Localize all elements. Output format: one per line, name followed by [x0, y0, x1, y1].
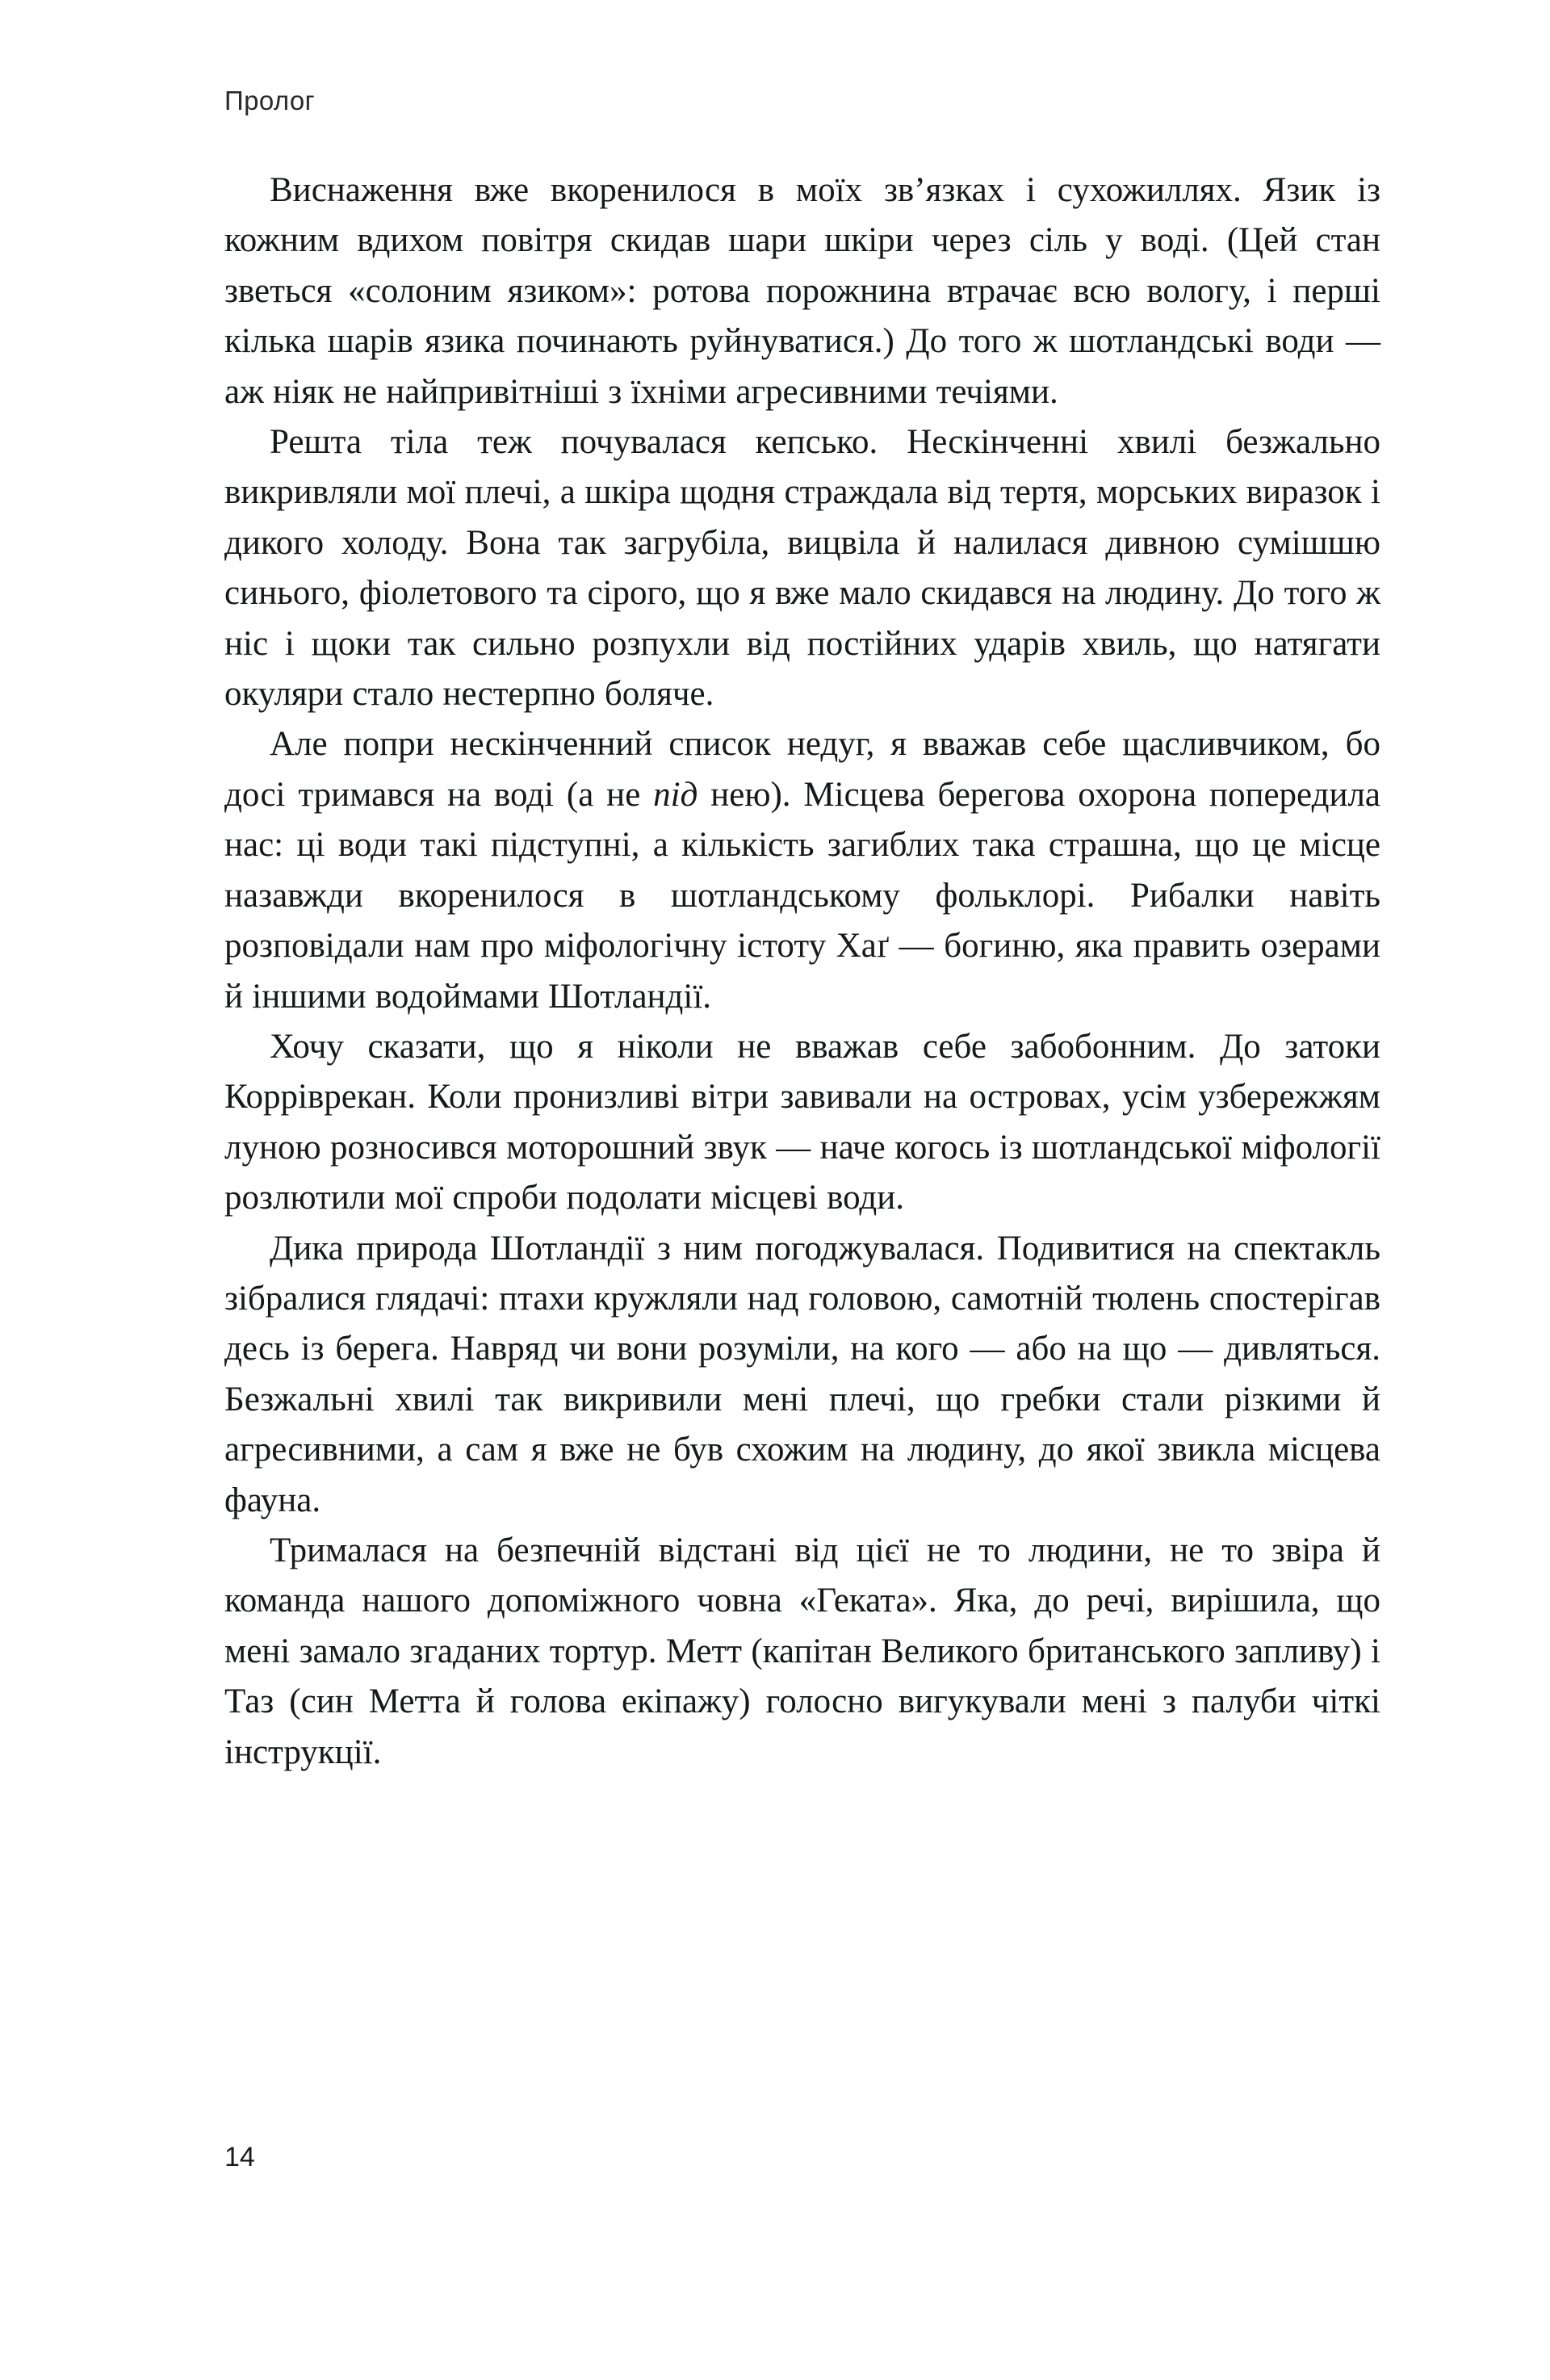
paragraph-3: [224, 719, 1380, 1021]
paragraph-5: Дика природа Шотландії з ним погоджувалася. Подивитися на спектакль зібралися глядачі: птахи кружляли над головою, самотній тюлень спостерігав десь із берега. Навряд чи вони розуміли, на кого — або на що — дивляться. Безжальні хвилі так викривили мені плечі, що гребки стали різкими й агресивними, а сам я вже не був схожим на людину, до якої звикла місцева фауна.: [224, 1229, 1380, 1519]
paragraph-6: Трималася на безпечній відстані від цієї не то людини, не то звіра й команда нашого допоміжного човна «Геката». Яка, до речі, вирішила, що мені замало згаданих тортур. Метт (капітан Великого британського запливу) і Таз (син Метта й голова екіпажу) голосно вигукували мені з палуби чіткі інструкції.: [224, 1531, 1380, 1771]
paragraph-3-text-after-italic: нею). Місцева берегова охорона попередила нас: ці води такі підступні, а кількість загиблих така страшна, що це місце назавжди вкоренилося в шотландському фольклорі. Рибалки навіть розповідали нам про міфологічну істоту Хаґ — богиню, яка править озерами й іншими водоймами Шотландії.: [224, 775, 1381, 1016]
paragraph-1: Виснаження вже вкоренилося в моїх зв’язках і сухожиллях. Язик із кожним вдихом повітря скидав шари шкіри через сіль у воді. (Цей стан зветься «солоним язиком»: ротова порожнина втрачає всю вологу, і перші кілька шарів язика починають руйнуватися.) До того ж шотландські води — аж ніяк не найпривітніші з їхніми агресивними течіями.: [224, 171, 1380, 411]
page-number: 14: [224, 2142, 255, 2173]
paragraph-3-text-before-italic: Але попри нескінченний список недуг, я вважав себе щасливчиком, бо досі тримався на воді (а не: [224, 725, 1380, 814]
paragraph-3-emphasis: під: [653, 775, 698, 814]
paragraph-4: Хочу сказати, що я ніколи не вважав себе забобонним. До затоки Корріврекан. Коли пронизливі вітри завивали на островах, усім узбережжям луною розносився моторошний звук — наче когось із шотландської міфології розлютили мої спроби подолати місцеві води.: [224, 1027, 1380, 1217]
body-text-block: [224, 166, 1380, 1778]
paragraph-2: Решта тіла теж почувалася кепсько. Нескінченні хвилі безжально викривляли мої плечі, а шкіра щодня страждала від тертя, морських виразок і дикого холоду. Вона так загрубіла, вицвіла й налилася дивною сумішшю синього, фіолетового та сірого, що я вже мало скидався на людину. До того ж ніс і щоки так сильно розпухли від постійних ударів хвиль, що натягати окуляри стало нестерпно боляче.: [224, 423, 1380, 714]
running-header: Пролог: [224, 86, 316, 115]
